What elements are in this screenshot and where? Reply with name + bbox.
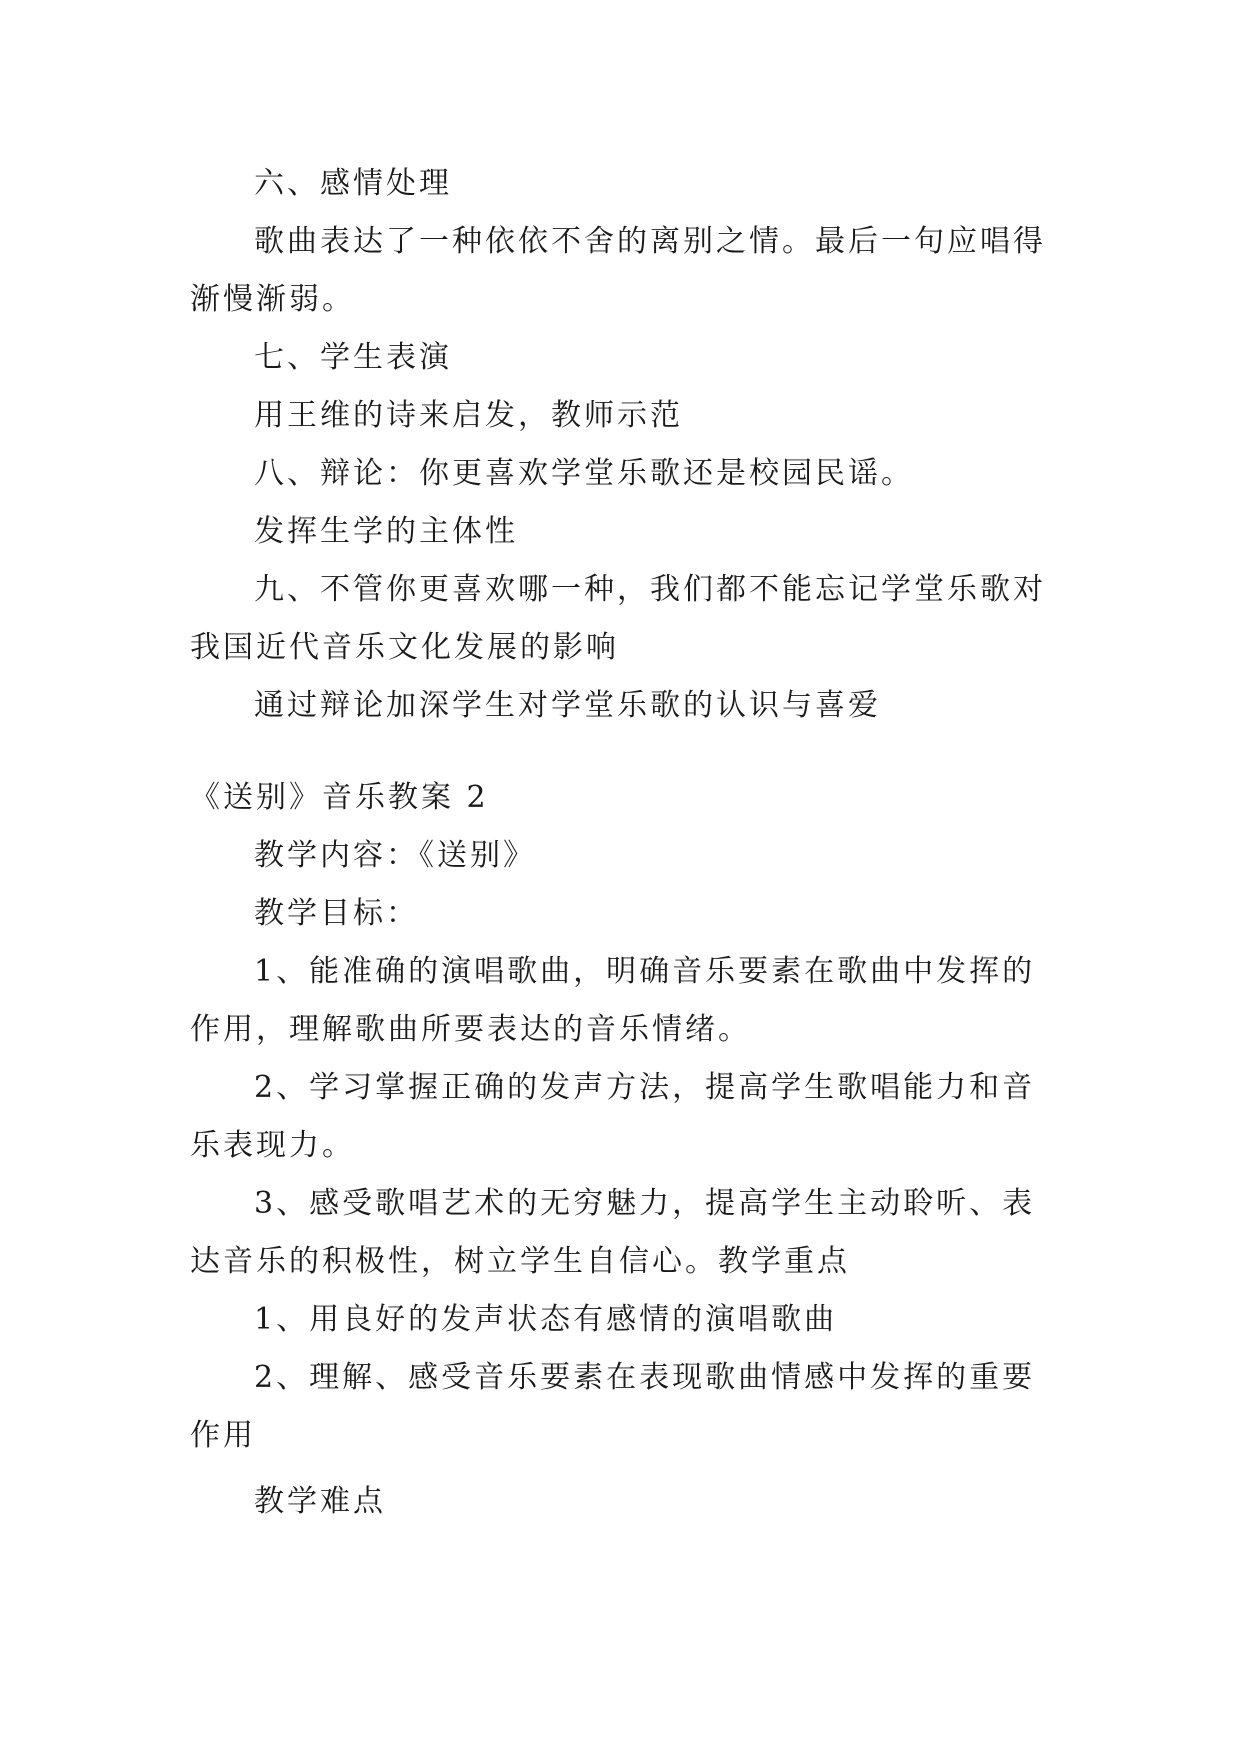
teaching-goals-heading: 教学目标： (254, 896, 419, 931)
paragraph-debate: 发挥生学的主体性 (254, 514, 518, 549)
section-heading-8: 八、辩论：你更喜欢学堂乐歌还是校园民谣。 (254, 456, 914, 491)
teaching-content: 教学内容：《送别》 (254, 838, 536, 873)
paragraph-summary: 通过辩论加深学生对学堂乐歌的认识与喜爱 (254, 688, 881, 723)
teaching-goal-1: 1、能准确的演唱歌曲，明确音乐要素在歌曲中发挥的作用，理解歌曲所要表达的音乐情绪。 (190, 954, 1036, 1047)
section-heading-9: 九、不管你更喜欢哪一种，我们都不能忘记学堂乐歌对我国近代音乐文化发展的影响 (190, 572, 1046, 665)
key-point-1: 1、用良好的发声状态有感情的演唱歌曲 (254, 1302, 838, 1337)
section-heading-7: 七、学生表演 (254, 340, 452, 375)
teaching-goal-2: 2、学习掌握正确的发声方法，提高学生歌唱能力和音乐表现力。 (190, 1070, 1036, 1163)
section-heading-6: 六、感情处理 (254, 166, 452, 201)
teaching-goal-3: 3、感受歌唱艺术的无穷魅力，提高学生主动聆听、表达音乐的积极性，树立学生自信心。教学重点 (190, 1186, 1036, 1279)
key-point-2: 2、理解、感受音乐要素在表现歌曲情感中发挥的重要作用 (190, 1360, 1036, 1453)
lesson-plan-title: 《送别》音乐教案 2 (190, 780, 489, 815)
difficulty-heading: 教学难点 (254, 1484, 386, 1519)
paragraph-performance: 用王维的诗来启发，教师示范 (254, 398, 683, 433)
document-body (190, 155, 1058, 1531)
paragraph-emotion: 歌曲表达了一种依依不舍的离别之情。最后一句应唱得渐慢渐弱。 (190, 224, 1046, 317)
